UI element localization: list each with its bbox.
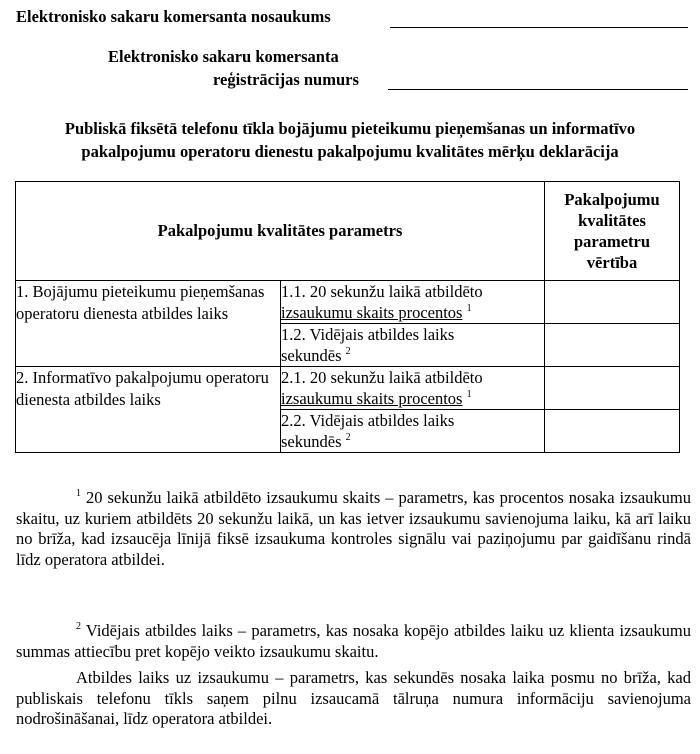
footnote-1 — [16, 488, 691, 570]
table-row — [16, 367, 680, 410]
merchant-name-label: Elektronisko sakaru komersanta nosaukums — [16, 7, 331, 26]
value-cell[interactable] — [545, 410, 680, 453]
footnote-ref: 2 — [345, 346, 351, 357]
param-text-line1: 1.1. 20 sekunžu laikā atbildēto — [281, 282, 483, 301]
group-label: 2. Informatīvo pakalpojumu operatoru dienesta atbildes laiks — [16, 367, 281, 453]
col-header-value-line1: Pakalpojumu — [564, 190, 660, 209]
value-cell[interactable] — [545, 367, 680, 410]
title-line1: Publiskā fiksētā telefonu tīkla bojājumu pieteikumu pieņemšanas un informatīvo — [64, 119, 636, 138]
col-header-parameter: Pakalpojumu kvalitātes parametrs — [16, 182, 545, 281]
param-text-line2: sekundēs — [281, 432, 342, 451]
footnote-ref: 1 — [466, 389, 472, 400]
param-cell — [281, 410, 545, 453]
col-header-value — [545, 182, 680, 281]
col-header-value-line2: kvalitātes — [578, 211, 646, 230]
quality-table — [15, 181, 680, 453]
footnote-2-mark: 2 — [76, 621, 81, 632]
param-cell — [281, 367, 545, 410]
reg-number-label-line1: Elektronisko sakaru komersanta — [108, 47, 339, 66]
group-label: 1. Bojājumu pieteikumu pieņemšanas operatoru dienesta atbildes laiks — [16, 281, 281, 367]
param-text-line1: 2.2. Vidējais atbildes laiks — [281, 411, 455, 430]
page-title — [0, 117, 700, 163]
footnote-2-text: Vidējais atbildes laiks – parametrs, kas nosaka kopējo atbildes laiku uz klienta izsaukumu summas attiecību pret kopējo veikto izsaukumu skaitu. — [16, 621, 691, 661]
footnote-ref: 1 — [466, 303, 472, 314]
reg-number-field[interactable] — [388, 89, 688, 90]
col-header-value-line3: parametru — [573, 232, 651, 251]
param-text-line2: sekundēs — [281, 346, 342, 365]
merchant-name-field[interactable] — [390, 27, 688, 28]
title-line2: pakalpojumu operatoru dienestu pakalpojumu kvalitātes mērķu deklarācija — [81, 142, 619, 161]
footnote-2 — [16, 621, 691, 662]
param-cell — [281, 324, 545, 367]
param-text-line1: 2.1. 20 sekunžu laikā atbildēto — [281, 368, 483, 387]
param-text-line2: izsaukumu skaits procentos — [281, 303, 463, 322]
table-row — [16, 281, 680, 324]
footnote-2-extra: Atbildes laiks uz izsaukumu – parametrs, kas sekundēs nosaka laika posmu no brīža, kad publiskais telefonu tīkls saņem pilnu izsaucamā tālruņa numura informāciju savienojuma nodrošināšanai, līdz operatora atbildei. — [16, 668, 691, 728]
reg-number-label-line2: reģistrācijas numurs — [213, 70, 359, 89]
footnote-ref: 2 — [345, 432, 351, 443]
value-cell[interactable] — [545, 281, 680, 324]
footnote-1-mark: 1 — [76, 488, 81, 499]
footnote-1-text: 20 sekunžu laikā atbildēto izsaukumu skaits – parametrs, kas procentos nosaka izsaukumu skaitu, uz kuriem atbildēts 20 sekunžu laikā, un kas ietver izsaukumu savienojuma laiku, kā arī laiku no brīža, kad izsaucēja līnijā fiksē izsaukuma kontroles signālu vai paziņojumu par gaidīšanu rindā līdz operatora atbildei. — [16, 488, 692, 569]
col-header-value-line4: vērtība — [586, 253, 638, 272]
param-text-line2: izsaukumu skaits procentos — [281, 389, 463, 408]
param-cell — [281, 281, 545, 324]
param-text-line1: 1.2. Vidējais atbildes laiks — [281, 325, 455, 344]
value-cell[interactable] — [545, 324, 680, 367]
